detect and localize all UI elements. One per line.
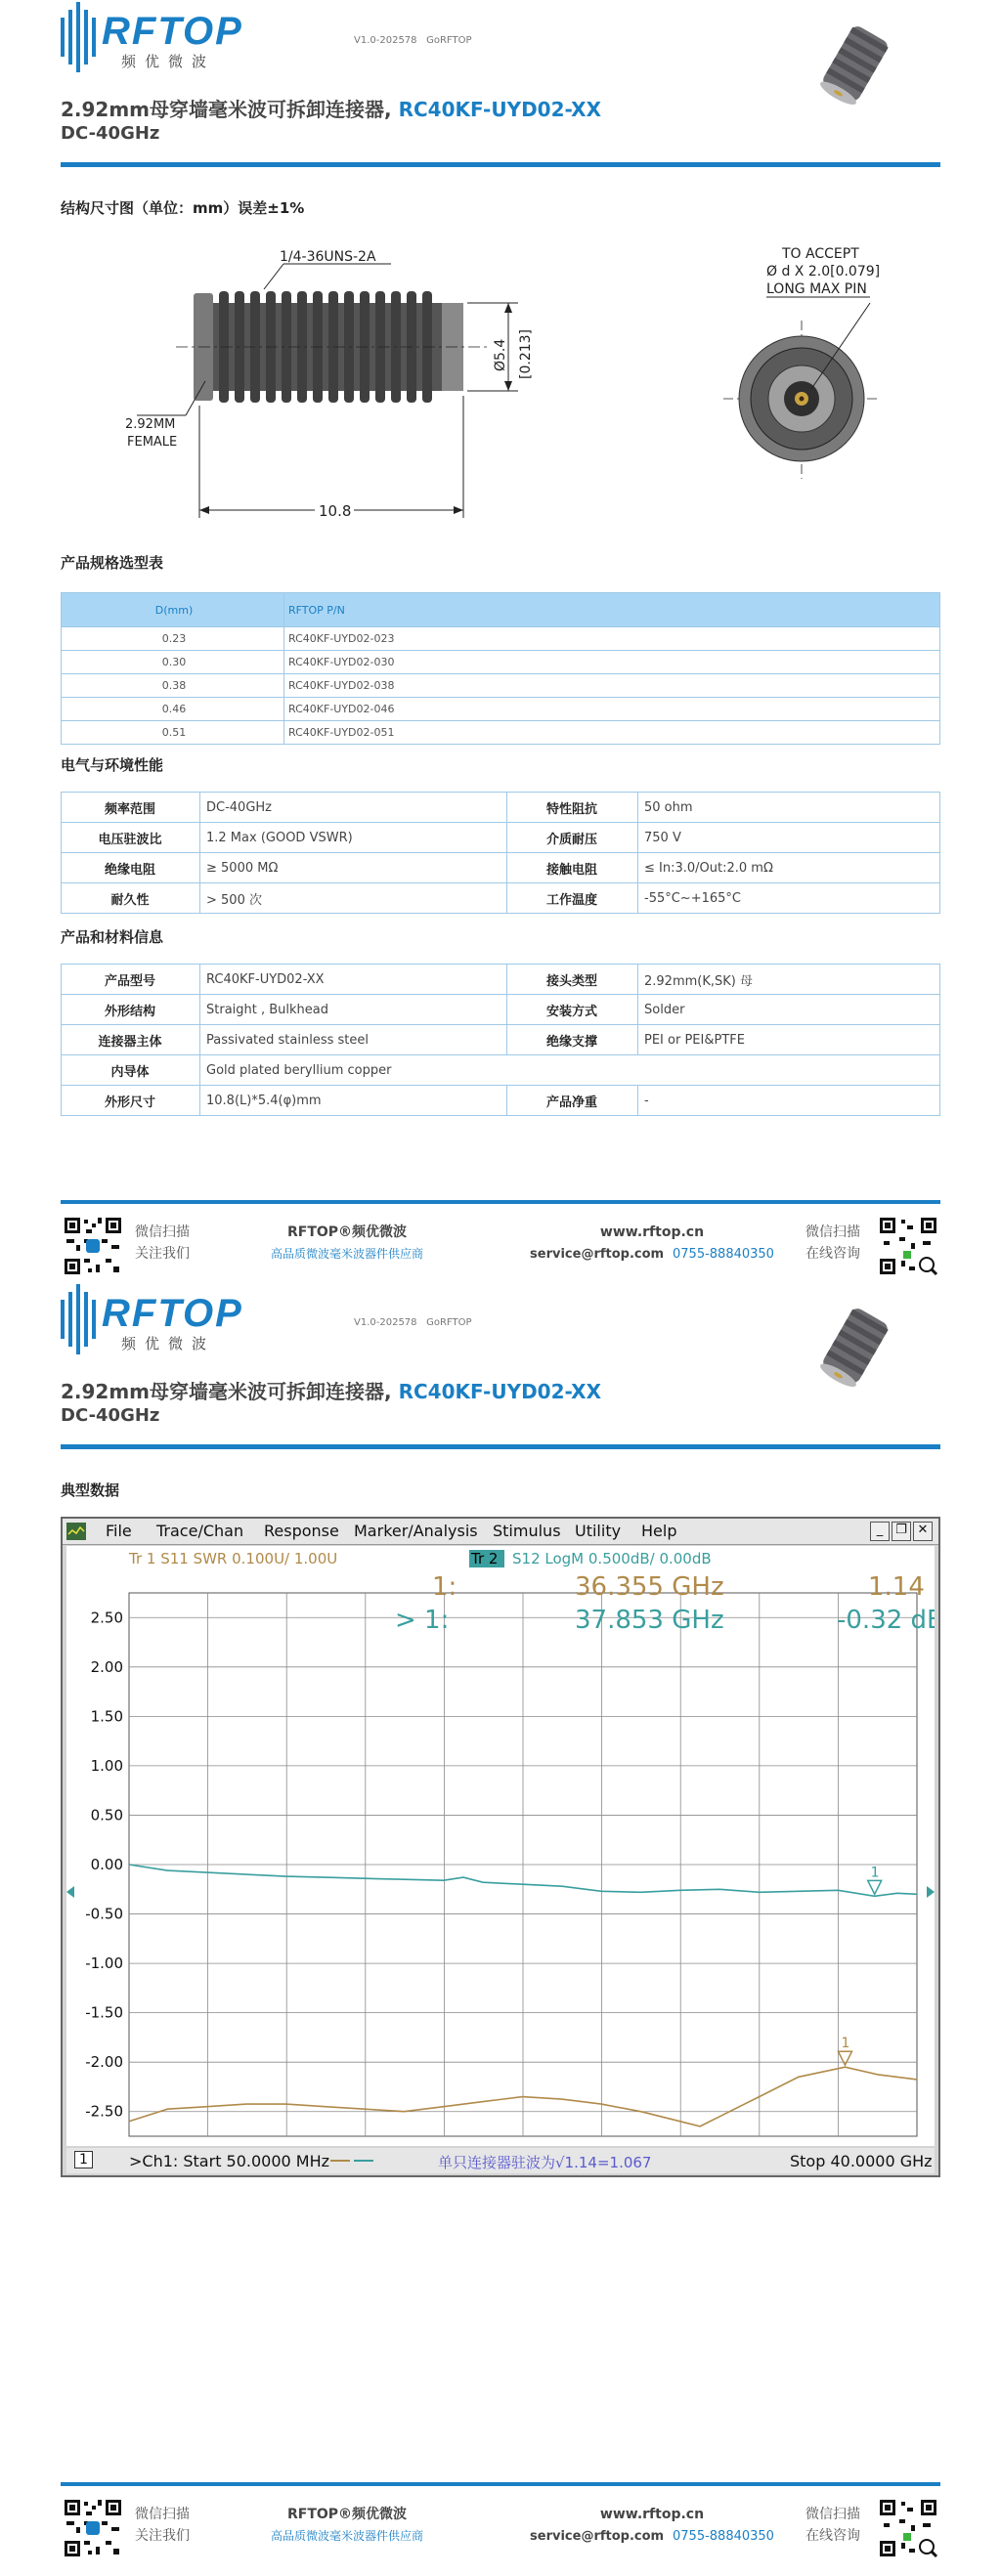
y-tick-label: 0.50 [90, 1806, 123, 1825]
header-d: D(mm) [62, 593, 284, 627]
y-tick-label: -1.00 [85, 1954, 123, 1973]
footer-right-text: 微信扫描 在线咨询 [805, 1224, 860, 1262]
table-row: 电压驻波比 1.2 Max (GOOD VSWR) 介质耐压 750 V [62, 823, 940, 853]
consult-qr-code [878, 1216, 938, 1276]
vna-app-icon [66, 1523, 86, 1544]
menu-marker-analysis[interactable]: Marker/Analysis [354, 1522, 478, 1540]
page-1 [0, 0, 1001, 1282]
vna-status-bar [66, 2148, 935, 2173]
logo-wordmark: RFTOP [102, 10, 243, 53]
section-title-selection: 产品规格选型表 [61, 554, 164, 572]
table-row: 产品型号 RC40KF-UYD02-XX 接头类型 2.92mm(K,SK) 母 [62, 965, 940, 995]
menu-stimulus[interactable]: Stimulus [493, 1522, 561, 1540]
logo-chinese: 频优微波 [121, 1335, 216, 1352]
page-title: 2.92mm母穿墙毫米波可拆卸连接器, RC40KF-UYD02-XX [61, 98, 602, 121]
pin-note-1: TO ACCEPT [782, 246, 859, 262]
vna-display [66, 1546, 935, 2146]
marker1-freq: 36.355 GHz [575, 1572, 724, 1602]
frequency-range: DC-40GHz [61, 1405, 160, 1426]
website-link[interactable]: www.rftop.cn [599, 1224, 705, 1240]
y-tick-label: 2.00 [90, 1657, 123, 1676]
table-row: 频率范围 DC-40GHz 特性阻抗 50 ohm [62, 793, 940, 823]
y-tick-label: -2.50 [85, 2102, 123, 2121]
footer-contact [530, 2504, 774, 2548]
table-row: 外形尺寸 10.8(L)*5.4(φ)mm 产品净重 - [62, 1086, 940, 1116]
marker2-id: > 1: [395, 1606, 450, 1635]
phone-number: 0755-88840350 [673, 2529, 774, 2544]
electrical-table [61, 792, 940, 914]
marker1-id: 1: [432, 1572, 457, 1602]
doc-version: V1.0-202578 GoRFTOP [354, 35, 472, 46]
y-tick-label: 0.00 [90, 1856, 123, 1873]
marker-s12 [868, 1865, 882, 1894]
footer-company: RFTOP®频优微波 高品质微波毫米波器件供应商 [270, 1224, 423, 1261]
vna-plot [66, 1546, 935, 2146]
close-icon[interactable]: ✕ [913, 1522, 933, 1541]
logo-chinese: 频优微波 [121, 53, 216, 70]
channel-number[interactable]: 1 [74, 2151, 93, 2168]
y-tick-label: 2.50 [90, 1609, 123, 1627]
header-pn: RFTOP P/N [284, 593, 940, 627]
thread-label: 1/4-36UNS-2A [280, 249, 376, 265]
trace2-swatch [354, 2160, 373, 2162]
y-tick-label: 1.50 [90, 1707, 123, 1726]
start-frequency: >Ch1: Start 50.0000 MHz [129, 2152, 330, 2170]
table-row: 外形结构 Straight , Bulkhead 安装方式 Solder [62, 995, 940, 1025]
y-tick-label: 1.00 [90, 1756, 123, 1775]
y-tick-label: -2.00 [85, 2053, 123, 2072]
email-link[interactable]: service@rftop.com [530, 1247, 665, 1262]
section-title-drawing: 结构尺寸图（单位：mm）误差±1% [61, 199, 305, 217]
table-row: 0.46 RC40KF-UYD02-046 [62, 698, 940, 721]
marker1-value: 1.14 [868, 1572, 925, 1602]
table-row: 内导体 Gold plated beryllium copper [62, 1055, 940, 1086]
header-divider [61, 162, 940, 167]
part-number: RC40KF-UYD02-XX [398, 98, 602, 121]
interface-label-1: 2.92MM [125, 417, 176, 432]
menu-file[interactable]: File [106, 1522, 132, 1540]
footer [61, 2498, 940, 2576]
trace2-label: S12 LogM 0.500dB/ 0.00dB [512, 1550, 712, 1567]
product-photo [811, 20, 899, 107]
marker-s11 [838, 2036, 851, 2065]
length-dimension: 10.8 [319, 502, 352, 520]
mechanical-drawing [98, 235, 929, 528]
section-title-electrical: 电气与环境性能 [61, 756, 164, 774]
page-title: 2.92mm母穿墙毫米波可拆卸连接器, RC40KF-UYD02-XX [61, 1380, 602, 1403]
section-title-typical: 典型数据 [61, 1481, 120, 1499]
header-divider [61, 1444, 940, 1449]
footer-left-text: 微信扫描 关注我们 [135, 2507, 190, 2544]
footer-right-text: 微信扫描 在线咨询 [805, 2507, 860, 2544]
table-row: 连接器主体 Passivated stainless steel 绝缘支撑 PEI or PEI&PTFE [62, 1025, 940, 1055]
logo-wordmark: RFTOP [102, 1292, 243, 1335]
table-row: 绝缘电阻 ≥ 5000 MΩ 接触电阻 ≤ In:3.0/Out:2.0 mΩ [62, 853, 940, 883]
diameter-inch-dimension: [0.213] [518, 328, 534, 379]
ref-arrow-right [927, 1886, 935, 1898]
restore-icon[interactable]: ❐ [892, 1522, 911, 1541]
frequency-range: DC-40GHz [61, 123, 160, 144]
pin-note-3: LONG MAX PIN [766, 281, 867, 297]
menu-utility[interactable]: Utility [575, 1522, 622, 1540]
footer-company: RFTOP®频优微波 高品质微波毫米波器件供应商 [270, 2507, 423, 2543]
menu-response[interactable]: Response [264, 1522, 339, 1540]
table-row: 0.38 RC40KF-UYD02-038 [62, 674, 940, 698]
brand-logo [61, 2, 266, 72]
trace1-label: Tr 1 S11 SWR 0.100U/ 1.00U [129, 1550, 338, 1567]
y-tick-label: -0.50 [85, 1905, 123, 1923]
wechat-qr-code [63, 2498, 123, 2558]
menu-trace-chan[interactable]: Trace/Chan [156, 1522, 244, 1540]
logo-waves-icon [61, 2, 104, 72]
diameter-dimension: Ø5.4 [493, 338, 508, 371]
wechat-qr-code [63, 1216, 123, 1276]
phone-number: 0755-88840350 [673, 1247, 774, 1262]
marker2-value: -0.32 dB [837, 1606, 935, 1635]
doc-version: V1.0-202578 GoRFTOP [354, 1317, 472, 1328]
vswr-note: 单只连接器驻波为√1.14=1.067 [438, 2154, 652, 2171]
logo-waves-icon [61, 1284, 104, 1354]
email-link[interactable]: service@rftop.com [530, 2529, 665, 2544]
part-number: RC40KF-UYD02-XX [398, 1380, 602, 1403]
interface-label-2: FEMALE [127, 435, 178, 450]
material-table [61, 964, 940, 1116]
footer-divider [61, 1200, 940, 1204]
section-title-material: 产品和材料信息 [61, 928, 164, 946]
marker2-freq: 37.853 GHz [575, 1606, 724, 1635]
product-photo [811, 1302, 899, 1390]
ref-arrow-left [66, 1886, 74, 1898]
table-row: 0.51 RC40KF-UYD02-051 [62, 721, 940, 745]
footer-left-text: 微信扫描 关注我们 [135, 1224, 190, 1262]
consult-qr-code [878, 2498, 938, 2558]
brand-logo [61, 1284, 266, 1354]
marker-s12-label: 1 [870, 1865, 880, 1881]
trace2-tag: Tr 2 [471, 1550, 499, 1567]
table-row: 0.30 RC40KF-UYD02-030 [62, 651, 940, 674]
pin-note-2: Ø d X 2.0[0.079] [766, 264, 881, 279]
trace1-swatch [330, 2160, 350, 2162]
vna-screenshot [61, 1517, 940, 2177]
footer-contact [530, 1222, 774, 1266]
footer-divider [61, 2482, 940, 2486]
table-row: 耐久性 > 500 次 工作温度 -55°C~+165°C [62, 883, 940, 914]
menu-help[interactable]: Help [641, 1522, 677, 1540]
table-row: 0.23 RC40KF-UYD02-023 [62, 627, 940, 651]
y-tick-label: -1.50 [85, 2003, 123, 2022]
selection-table [61, 592, 940, 745]
stop-frequency: Stop 40.0000 GHz [790, 2152, 933, 2170]
website-link[interactable]: www.rftop.cn [599, 2507, 705, 2522]
vna-menu-bar [63, 1519, 938, 1545]
minimize-icon[interactable]: _ [870, 1522, 890, 1541]
marker-s11-label: 1 [841, 2036, 850, 2052]
